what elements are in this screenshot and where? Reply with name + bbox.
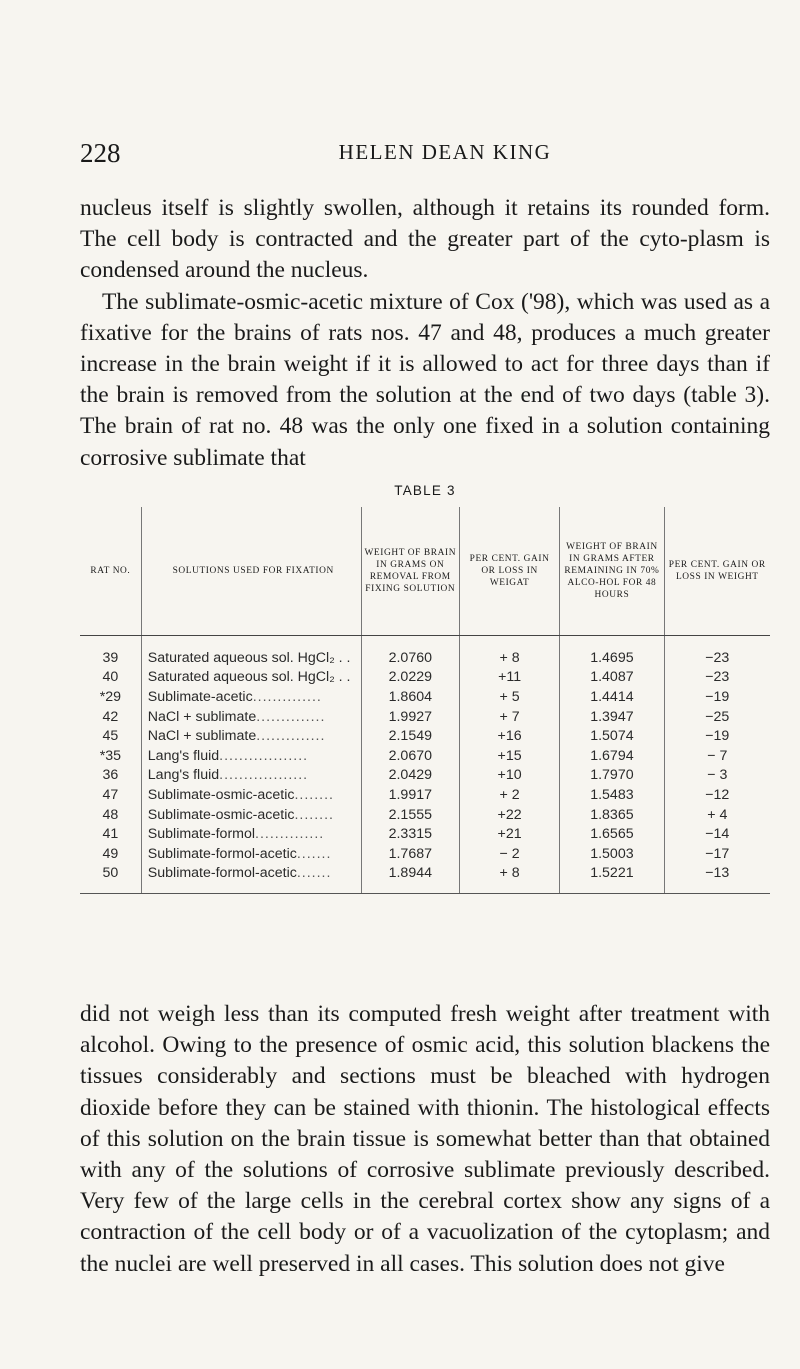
- dot-leader: .......: [296, 865, 332, 882]
- cell-weight-alcohol: [560, 766, 664, 786]
- cell-weight-removal-text: 1.9927: [388, 708, 432, 725]
- cell-weight-removal-text: 2.0670: [388, 747, 432, 764]
- cell-pct-1-text: + 7: [499, 708, 520, 725]
- cell-weight-alcohol: [560, 687, 664, 707]
- cell-pct-2-text: −13: [705, 865, 730, 882]
- paragraph-2: The sublimate-osmic-acetic mixture of Cox ('98), which was used as a fixative for the brains of rats nos. 47 and 48, produces a much greater increase in the brain weight if it is allowed to act for three days than if the brain is removed from the solution at the end of two days (table 3). The brain of rat no. 48 was the only one fixed in a solution containing corrosive sublimate that: [80, 288, 770, 471]
- cell-rat-no: [80, 785, 141, 805]
- cell-solution: [141, 707, 361, 727]
- cell-weight-alcohol-text: 1.5483: [590, 786, 634, 803]
- cell-pct-2: [664, 668, 770, 688]
- header-pct-2: PER CENT. GAIN OR LOSS IN WEIGHT: [664, 507, 770, 636]
- cell-pct-2: [664, 766, 770, 786]
- cell-pct-1-text: − 2: [499, 845, 520, 862]
- cell-weight-alcohol: [560, 785, 664, 805]
- dot-leader: ..............: [252, 688, 322, 705]
- cell-pct-2-text: − 3: [707, 767, 728, 784]
- cell-pct-2-text: −25: [705, 708, 730, 725]
- cell-pct-1-text: +11: [498, 669, 522, 686]
- cell-solution-text: Lang's fluid: [147, 767, 220, 784]
- header-pct-1: PER CENT. GAIN OR LOSS IN WEIGAT: [459, 507, 559, 636]
- cell-weight-removal-text: 2.0229: [388, 669, 432, 686]
- cell-weight-alcohol: [560, 824, 664, 844]
- table-row: [80, 824, 770, 844]
- cell-weight-alcohol-text: 1.5074: [590, 728, 634, 745]
- cell-rat-no: [80, 707, 141, 727]
- cell-rat-no: [80, 805, 141, 825]
- cell-pct-1-text: + 2: [499, 786, 520, 803]
- header-weight-removal: WEIGHT OF BRAIN IN GRAMS ON REMOVAL FROM FIXING SOLUTION: [361, 507, 459, 636]
- cell-rat-no-text: *35: [99, 747, 122, 764]
- cell-pct-2: [664, 707, 770, 727]
- cell-pct-2-text: −19: [705, 688, 730, 705]
- cell-rat-no: [80, 726, 141, 746]
- cell-pct-1: [459, 668, 559, 688]
- header-weight-alcohol: WEIGHT OF BRAIN IN GRAMS AFTER REMAINING IN 70% ALCO-HOL FOR 48 HOURS: [560, 507, 664, 636]
- cell-rat-no: [80, 824, 141, 844]
- table-row: [80, 726, 770, 746]
- cell-weight-alcohol-text: 1.4414: [590, 688, 634, 705]
- cell-weight-alcohol-text: 1.3947: [590, 708, 634, 725]
- table-caption: TABLE 3: [394, 483, 456, 498]
- cell-solution: [141, 746, 361, 766]
- dot-leader: .......: [296, 845, 332, 862]
- cell-solution: [141, 668, 361, 688]
- cell-pct-2-text: + 4: [707, 806, 728, 823]
- table-body: [80, 636, 770, 894]
- cell-pct-1-text: + 5: [499, 688, 520, 705]
- cell-pct-1: [459, 726, 559, 746]
- cell-pct-2: [664, 687, 770, 707]
- cell-pct-2-text: −14: [705, 826, 730, 843]
- cell-rat-no: [80, 636, 141, 668]
- cell-pct-2: [664, 746, 770, 766]
- cell-weight-alcohol-text: 1.6565: [590, 826, 634, 843]
- cell-weight-alcohol: [560, 746, 664, 766]
- cell-pct-1: [459, 824, 559, 844]
- cell-weight-removal: [361, 707, 459, 727]
- cell-weight-removal-text: 2.1555: [388, 806, 432, 823]
- table-row: [80, 766, 770, 786]
- cell-solution: [141, 687, 361, 707]
- cell-pct-2-text: − 7: [707, 747, 728, 764]
- paragraph-3: did not weigh less than its computed fresh weight after treatment with alcohol. Owing to the presence of osmic acid, this solution blackens the tissues considerably and sections must be bleached with hydrogen dioxide before they can be stained with thionin. The histological effects of this solution on the brain tissue is somewhat better than that obtained with any of the solutions of corrosive sublimate previously described. Very few of the large cells in the cerebral cortex show any signs of a contraction of the cell body or of a vacuolization of the cytoplasm; and the nuclei are well preserved in all cases. This solution does not give: [80, 1001, 770, 1277]
- cell-solution: [141, 636, 361, 668]
- cell-weight-removal: [361, 636, 459, 668]
- table-row: [80, 707, 770, 727]
- cell-rat-no: [80, 746, 141, 766]
- cell-solution: [141, 805, 361, 825]
- table-row: [80, 687, 770, 707]
- cell-rat-no: [80, 864, 141, 894]
- cell-weight-alcohol-text: 1.6794: [590, 747, 634, 764]
- cell-solution-text: NaCl + sublimate: [147, 728, 257, 745]
- cell-solution-text: Lang's fluid: [147, 747, 220, 764]
- cell-rat-no-text: 47: [102, 786, 119, 803]
- cell-solution: [141, 864, 361, 894]
- cell-pct-1-text: +10: [497, 767, 522, 784]
- cell-pct-1: [459, 707, 559, 727]
- cell-rat-no-text: 39: [102, 649, 119, 666]
- cell-weight-alcohol: [560, 726, 664, 746]
- cell-solution-text: Sublimate-formol-acetic: [147, 865, 297, 882]
- table-row: [80, 805, 770, 825]
- dot-leader: ........: [294, 786, 334, 803]
- cell-rat-no-text: 36: [102, 767, 119, 784]
- cell-rat-no: [80, 844, 141, 864]
- cell-pct-1: [459, 636, 559, 668]
- cell-weight-alcohol: [560, 636, 664, 668]
- cell-pct-2: [664, 785, 770, 805]
- cell-rat-no-text: 45: [102, 728, 119, 745]
- dot-leader: ..................: [219, 747, 309, 764]
- cell-pct-1-text: + 8: [499, 649, 520, 666]
- cell-pct-2: [664, 636, 770, 668]
- cell-solution-text: Sublimate-osmic-acetic: [147, 806, 295, 823]
- cell-solution: [141, 785, 361, 805]
- cell-weight-removal: [361, 668, 459, 688]
- cell-rat-no: [80, 766, 141, 786]
- cell-pct-2-text: −17: [705, 845, 730, 862]
- cell-weight-removal: [361, 844, 459, 864]
- cell-weight-alcohol: [560, 844, 664, 864]
- cell-solution: [141, 824, 361, 844]
- data-table: [80, 507, 770, 894]
- cell-weight-removal: [361, 824, 459, 844]
- cell-pct-1: [459, 785, 559, 805]
- cell-pct-1: [459, 844, 559, 864]
- cell-pct-2: [664, 726, 770, 746]
- cell-pct-1-text: +22: [497, 806, 522, 823]
- dot-leader: ..............: [256, 728, 326, 745]
- table-row: [80, 785, 770, 805]
- dot-leader: ..................: [219, 767, 309, 784]
- cell-weight-alcohol-text: 1.5003: [590, 845, 634, 862]
- cell-weight-removal-text: 1.9917: [388, 786, 432, 803]
- cell-pct-1-text: +15: [497, 747, 522, 764]
- cell-solution-text: Saturated aqueous sol. HgCl₂ . .: [147, 649, 351, 666]
- cell-weight-alcohol-text: 1.7970: [590, 767, 634, 784]
- body-text-top: [80, 193, 770, 474]
- cell-solution: [141, 726, 361, 746]
- cell-pct-2-text: −12: [705, 786, 730, 803]
- cell-pct-2: [664, 805, 770, 825]
- cell-rat-no-text: *29: [99, 688, 122, 705]
- cell-rat-no-text: 50: [102, 865, 119, 882]
- cell-weight-removal-text: 2.3315: [388, 826, 432, 843]
- cell-pct-1: [459, 805, 559, 825]
- cell-pct-1: [459, 766, 559, 786]
- table-row: [80, 636, 770, 668]
- cell-pct-1-text: + 8: [499, 865, 520, 882]
- cell-rat-no-text: 48: [102, 806, 119, 823]
- cell-weight-removal-text: 2.0760: [388, 649, 432, 666]
- cell-rat-no-text: 42: [102, 708, 119, 725]
- cell-weight-alcohol: [560, 864, 664, 894]
- cell-rat-no-text: 41: [102, 826, 119, 843]
- cell-weight-alcohol-text: 1.4695: [590, 649, 634, 666]
- cell-pct-1: [459, 746, 559, 766]
- cell-weight-removal: [361, 785, 459, 805]
- cell-pct-2: [664, 864, 770, 894]
- table-row: [80, 864, 770, 894]
- cell-solution-text: Sublimate-acetic: [147, 688, 253, 705]
- cell-rat-no-text: 40: [102, 669, 119, 686]
- running-head: [80, 138, 770, 168]
- cell-pct-1: [459, 864, 559, 894]
- cell-pct-2-text: −19: [705, 728, 730, 745]
- header-rat-no: RAT NO.: [80, 507, 141, 636]
- cell-rat-no: [80, 668, 141, 688]
- page-number: 228: [80, 138, 121, 168]
- cell-pct-2: [664, 824, 770, 844]
- cell-weight-removal: [361, 766, 459, 786]
- cell-weight-alcohol-text: 1.5221: [590, 865, 634, 882]
- dot-leader: ..............: [256, 708, 326, 725]
- cell-rat-no: [80, 687, 141, 707]
- table-header-row: [80, 507, 770, 636]
- table-row: [80, 668, 770, 688]
- header-solution: SOLUTIONS USED FOR FIXATION: [141, 507, 361, 636]
- cell-pct-1-text: +16: [497, 728, 522, 745]
- cell-weight-alcohol-text: 1.4087: [590, 669, 634, 686]
- cell-solution-text: Sublimate-osmic-acetic: [147, 786, 295, 803]
- cell-weight-removal: [361, 805, 459, 825]
- dot-leader: ..............: [255, 826, 325, 843]
- table-row: [80, 746, 770, 766]
- cell-solution-text: NaCl + sublimate: [147, 708, 257, 725]
- cell-solution-text: Saturated aqueous sol. HgCl₂ . .: [147, 669, 351, 686]
- cell-pct-2-text: −23: [705, 669, 730, 686]
- paragraph-1: nucleus itself is slightly swollen, although it retains its rounded form. The cell body is contracted and the greater part of the cyto-plasm is condensed around the nucleus.: [80, 195, 770, 284]
- cell-weight-removal: [361, 864, 459, 894]
- cell-weight-removal-text: 2.0429: [388, 767, 432, 784]
- cell-weight-alcohol: [560, 707, 664, 727]
- cell-weight-removal: [361, 687, 459, 707]
- running-title: HELEN DEAN KING: [338, 140, 552, 164]
- cell-weight-removal-text: 1.8944: [388, 865, 432, 882]
- cell-weight-removal: [361, 726, 459, 746]
- cell-pct-1: [459, 687, 559, 707]
- cell-solution: [141, 844, 361, 864]
- cell-weight-alcohol-text: 1.8365: [590, 806, 634, 823]
- cell-rat-no-text: 49: [102, 845, 119, 862]
- cell-solution-text: Sublimate-formol: [147, 826, 256, 843]
- cell-pct-1-text: +21: [497, 826, 522, 843]
- cell-weight-removal: [361, 746, 459, 766]
- cell-pct-2-text: −23: [705, 649, 730, 666]
- cell-weight-alcohol: [560, 668, 664, 688]
- cell-weight-removal-text: 2.1549: [388, 728, 432, 745]
- cell-pct-2: [664, 844, 770, 864]
- cell-weight-removal-text: 1.7687: [388, 845, 432, 862]
- cell-weight-alcohol: [560, 805, 664, 825]
- cell-solution: [141, 766, 361, 786]
- cell-solution-text: Sublimate-formol-acetic: [147, 845, 297, 862]
- cell-weight-removal-text: 1.8604: [388, 688, 432, 705]
- table-row: [80, 844, 770, 864]
- dot-leader: ........: [294, 806, 334, 823]
